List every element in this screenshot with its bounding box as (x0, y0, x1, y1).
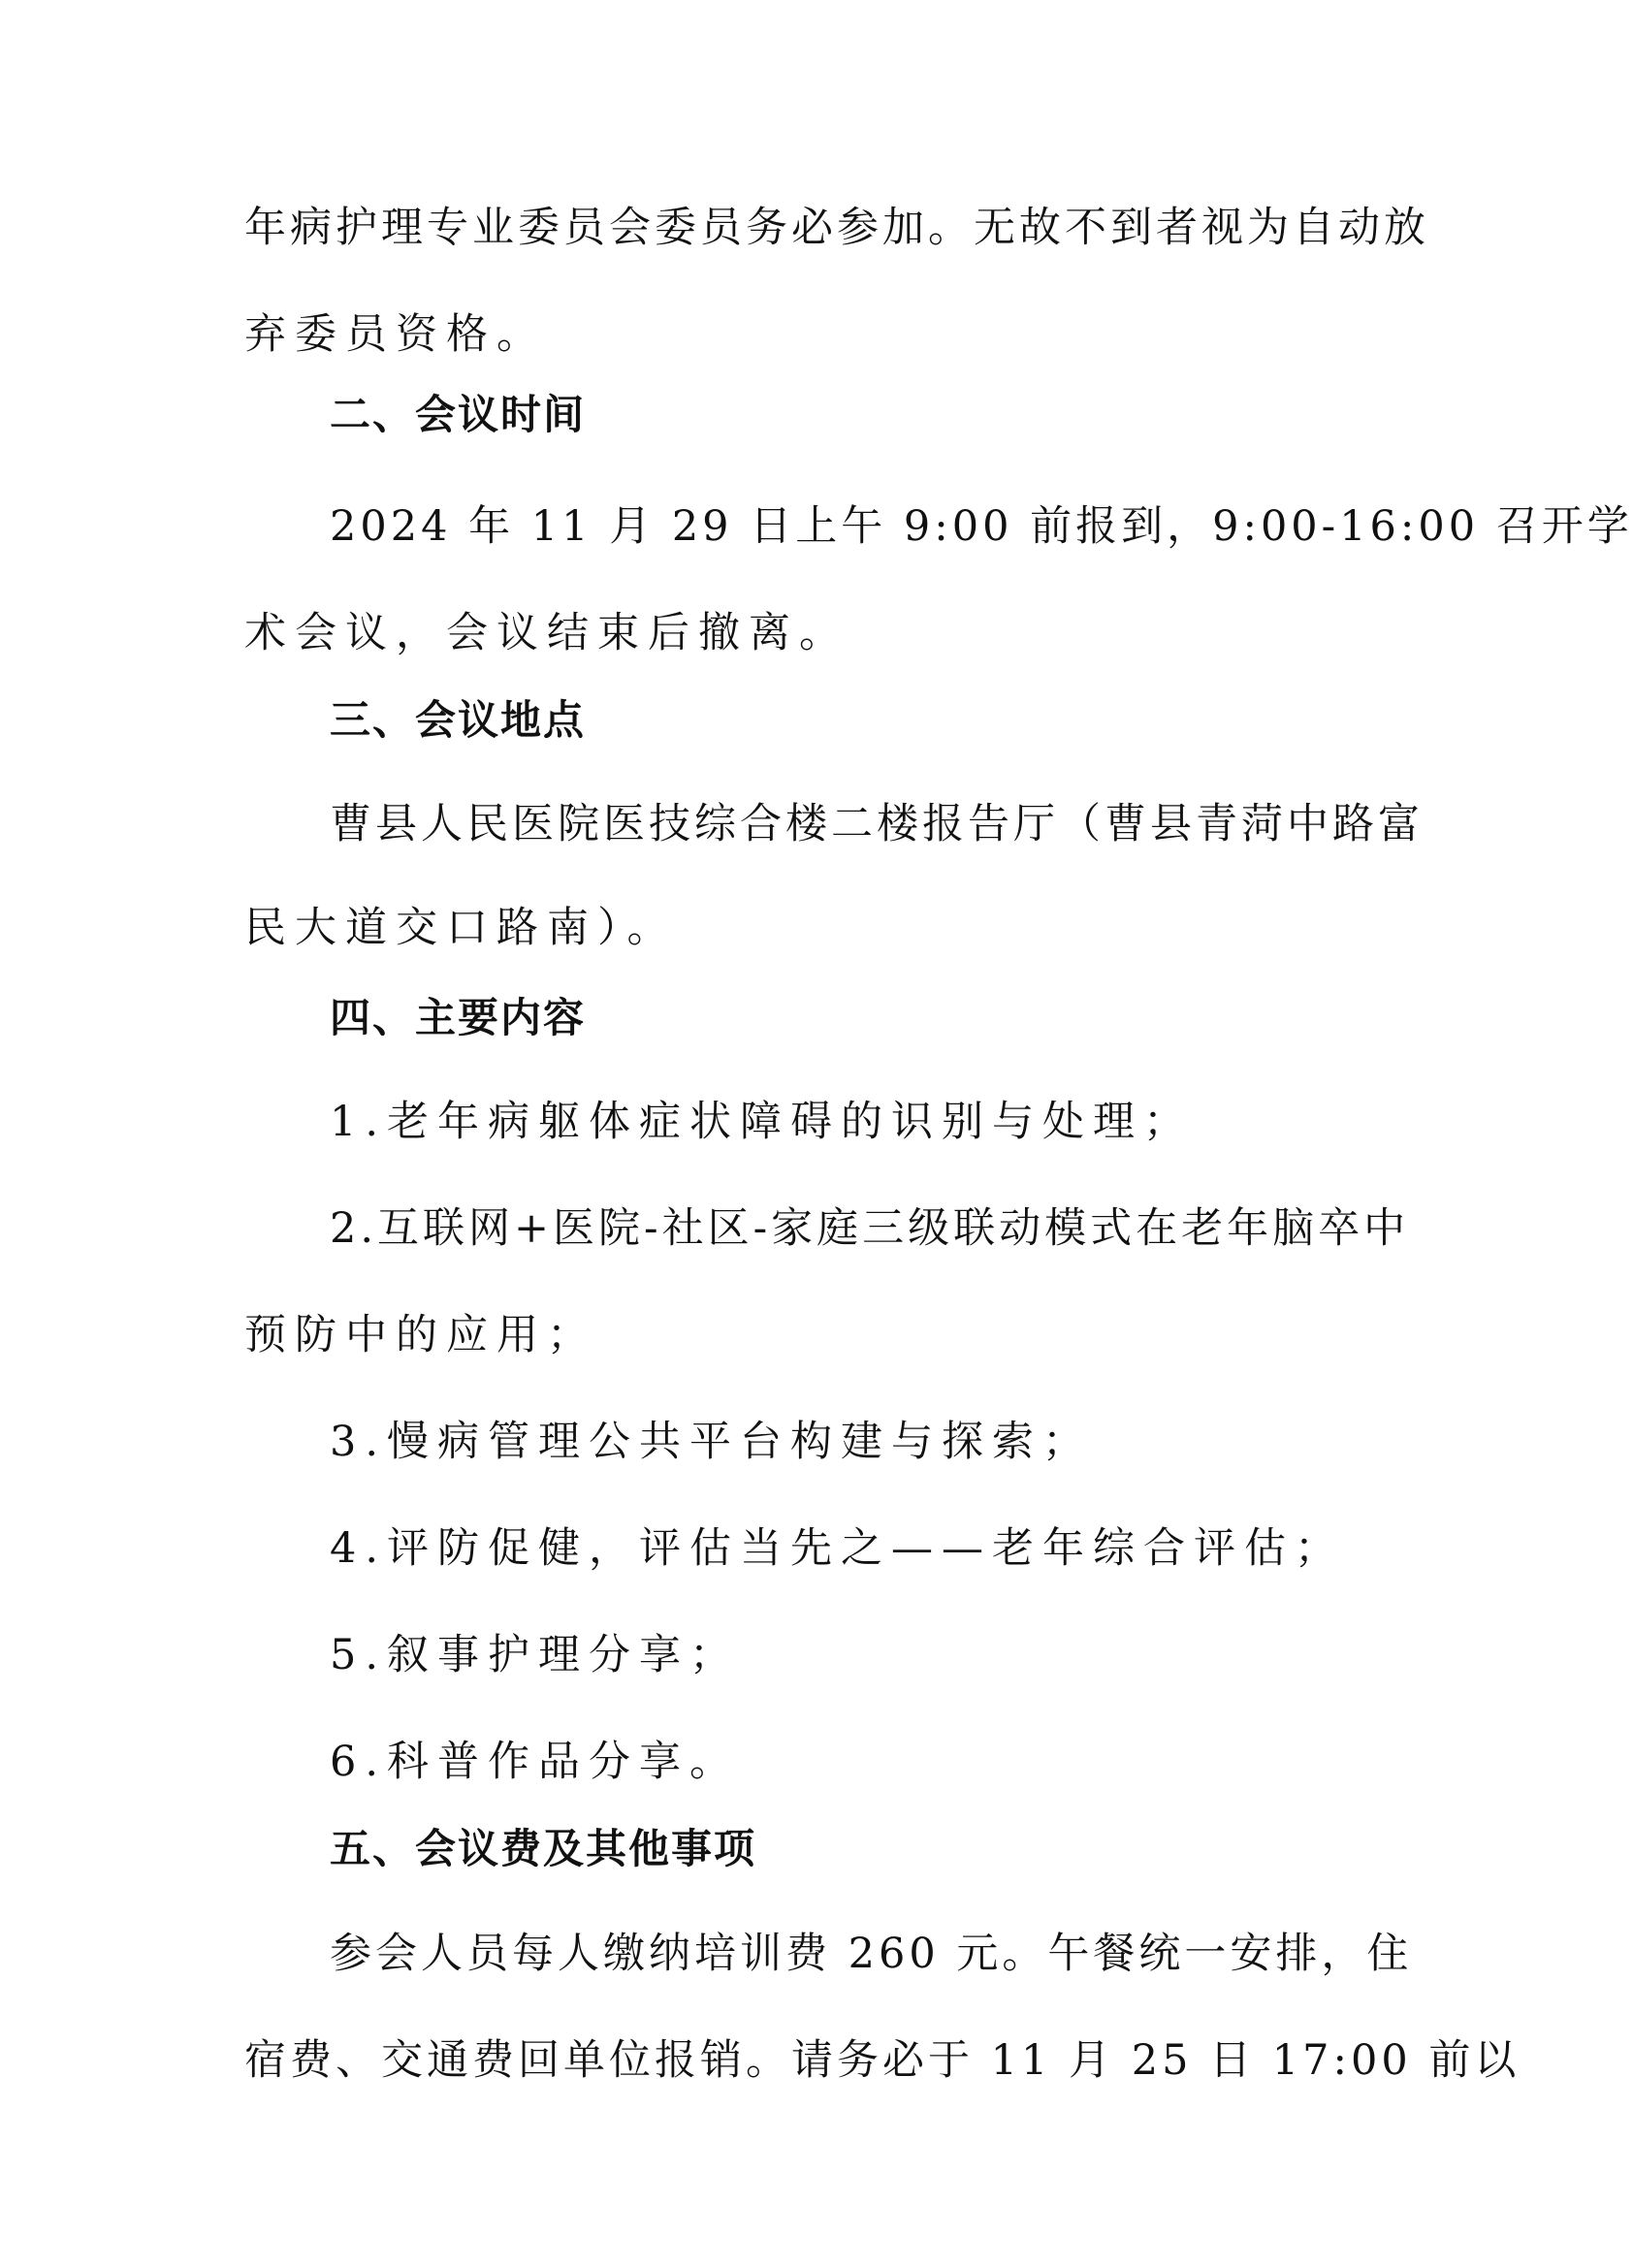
list-item: 5.叙事护理分享； (330, 1631, 741, 1679)
paragraph-line: 弃委员资格。 (244, 310, 547, 359)
paragraph-line: 民大道交口路南）。 (244, 904, 678, 952)
list-item: 1.老年病躯体症状障碍的识别与处理； (330, 1098, 1195, 1146)
paragraph-line: 曹县人民医院医技综合楼二楼报告厅（曹县青菏中路富 (330, 800, 1424, 848)
list-item: 2.互联网+医院-社区-家庭三级联动模式在老年脑卒中 (330, 1204, 1410, 1253)
paragraph-line: 术会议，会议结束后撤离。 (244, 609, 849, 657)
section-heading-time: 二、会议时间 (330, 391, 587, 438)
paragraph-line: 宿费、交通费回单位报销。请务必于 11 月 25 日 17:00 前以 (244, 2036, 1521, 2085)
paragraph-line: 年病护理专业委员会委员务必参加。无故不到者视为自动放 (244, 204, 1429, 252)
section-heading-fees: 五、会议费及其他事项 (330, 1825, 757, 1872)
section-heading-content: 四、主要内容 (330, 994, 587, 1041)
section-heading-location: 三、会议地点 (330, 696, 587, 744)
list-item: 4.评防促健，评估当先之——老年综合评估； (330, 1524, 1346, 1573)
paragraph-line: 参会人员每人缴纳培训费 260 元。午餐统一安排，住 (330, 1930, 1413, 1978)
list-item-continuation: 预防中的应用； (244, 1311, 597, 1359)
paragraph-line: 2024 年 11 月 29 日上午 9:00 前报到，9:00-16:00 召开学 (330, 502, 1633, 551)
list-item: 6.科普作品分享。 (330, 1738, 741, 1786)
list-item: 3.慢病管理公共平台构建与探索； (330, 1418, 1094, 1466)
